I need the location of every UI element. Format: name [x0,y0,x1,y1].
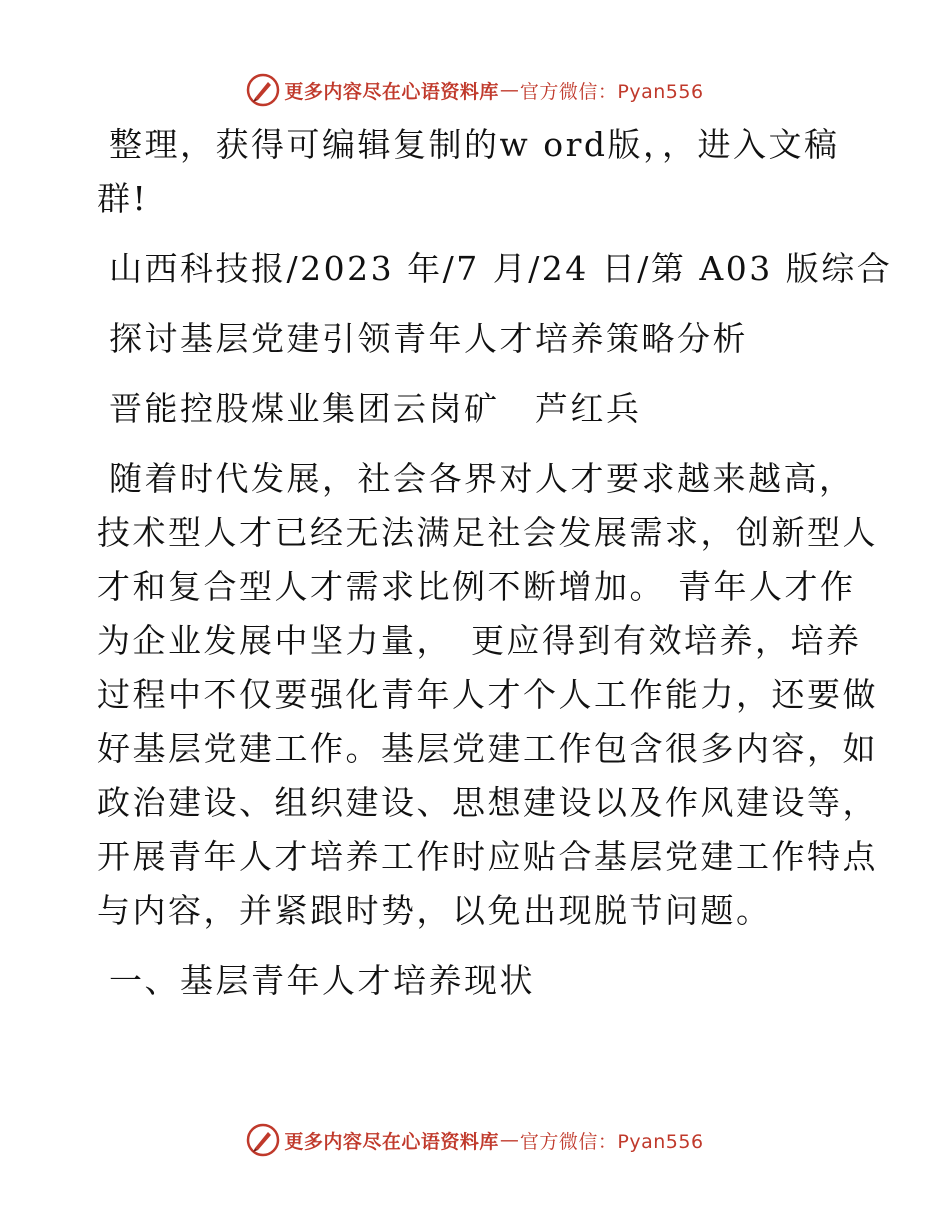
source-line: 山西科技报/2023 年/7 月/24 日/第 A03 版综合 [109,249,893,288]
watermark-contact: 官方微信：Pyan556 [519,80,704,103]
paragraph-line: 随着时代发展，社会各界对人才要求越来越高， [109,459,855,498]
document-body [97,118,893,1008]
section-heading: 一、基层青年人才培养现状 [109,961,535,1000]
paragraph [97,452,878,938]
watermark-separator: — [499,79,519,101]
watermark-header [0,70,950,110]
paragraph-line: 才和复合型人才需求比例不断增加。 青年人才作 [97,567,856,606]
watermark-main-text: 更多内容尽在心语资料库 [284,1130,499,1153]
intro-line-2: 群! [97,179,149,218]
paragraph-line: 过程中不仅要强化青年人才个人工作能力，还要做 [97,675,878,714]
paragraph-line: 好基层党建工作。基层党建工作包含很多内容，如 [97,729,878,768]
watermark-main-text: 更多内容尽在心语资料库 [284,80,499,103]
quill-pen-icon [246,1123,280,1157]
paragraph-line: 与内容，并紧跟时势，以免出现脱节问题。 [97,891,772,930]
paragraph-line: 为企业发展中坚力量， 更应得到有效培养，培养 [97,621,862,660]
author-line: 晋能控股煤业集团云岗矿 芦红兵 [109,389,642,428]
intro-line-1: 整理，获得可编辑复制的w ord版，，进入文稿 [109,125,840,164]
watermark-separator: — [499,1129,519,1151]
paragraph-line: 政治建设、组织建设、思想建设以及作风建设等， [97,783,878,822]
quill-pen-icon [246,73,280,107]
paragraph-line: 技术型人才已经无法满足社会发展需求，创新型人 [97,513,878,552]
watermark-footer [0,1120,950,1160]
watermark-contact: 官方微信：Pyan556 [519,1130,704,1153]
paragraph-line: 开展青年人才培养工作时应贴合基层党建工作特点 [97,837,878,876]
article-title: 探讨基层党建引领青年人才培养策略分析 [109,319,748,358]
